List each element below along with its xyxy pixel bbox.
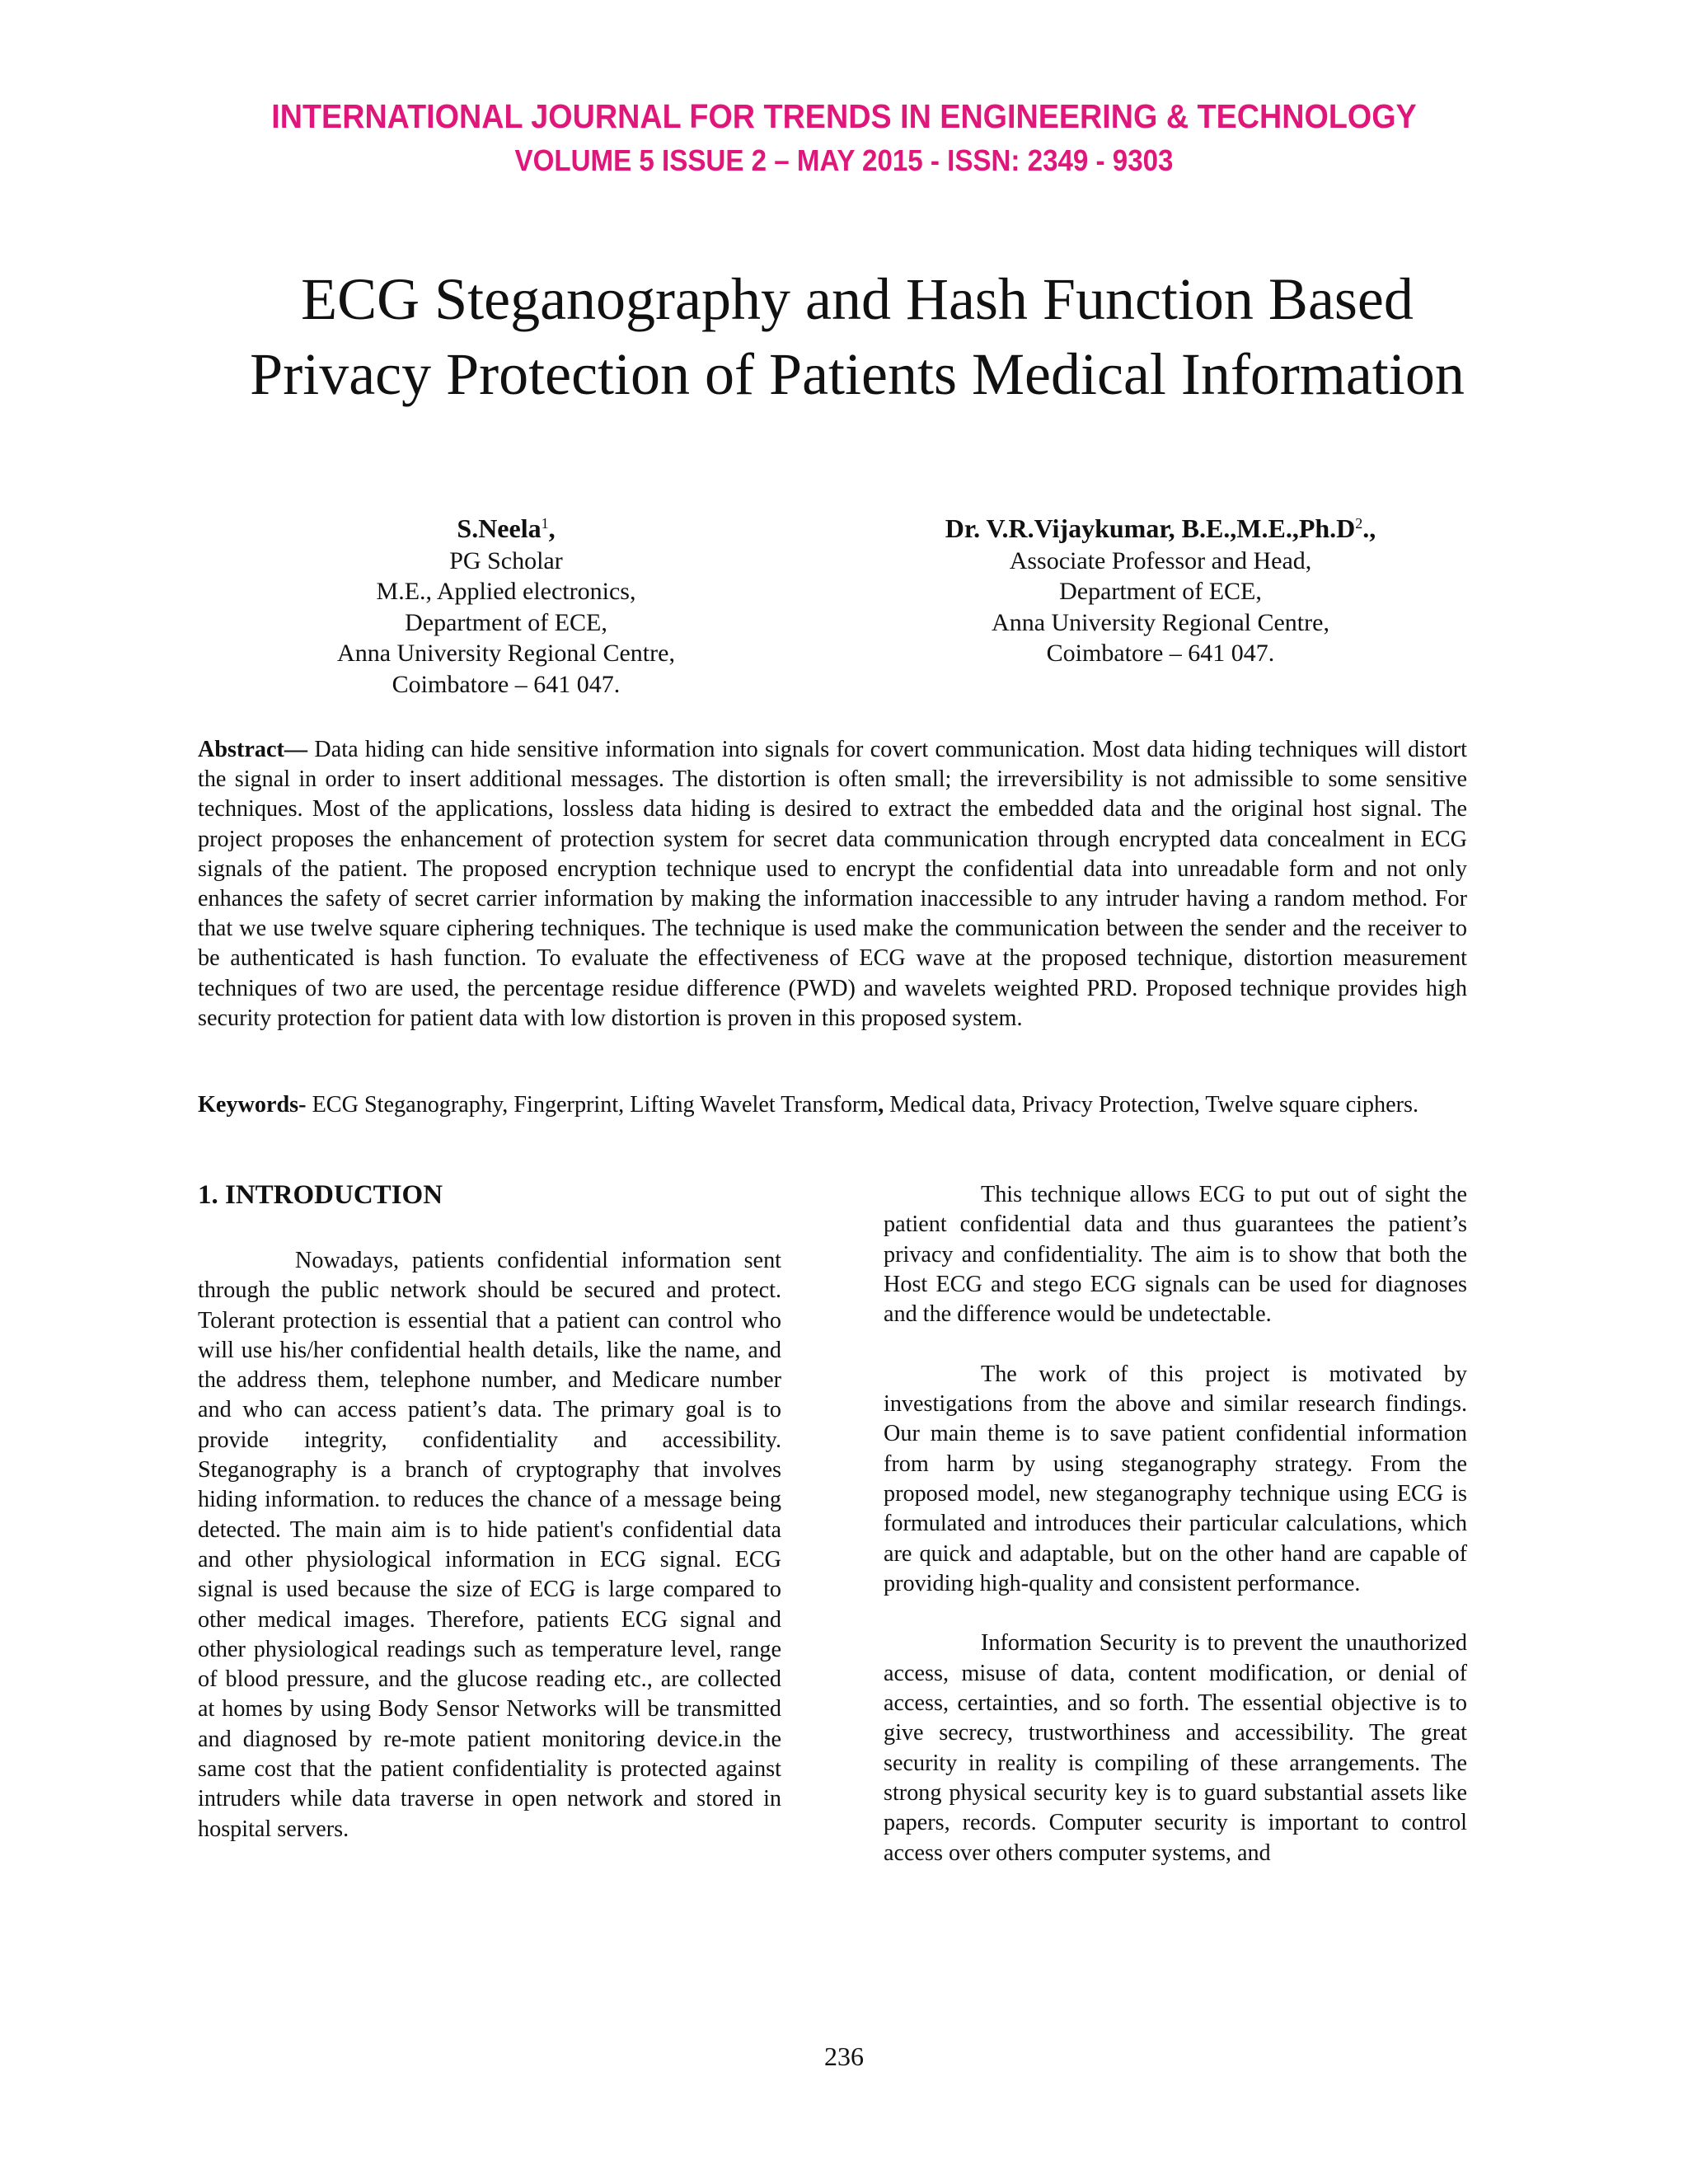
paragraph: The work of this project is motivated by investigations from the above and similar research findings. Our main theme is to save patient confidential information from harm by using steganography strategy. From the proposed model, new steganography technique using ECG is formulated and introduces their particular calculations, which are quick and adaptable, but on the other hand are capable of providing high-quality and consistent performance. (884, 1361, 1467, 1596)
abstract-text: Data hiding can hide sensitive information into signals for covert communication. Most data hiding techniques will distort the signal in order to insert additional messages. The distortion is often small; the irreversibility is not admissible to some sensitive techniques. Most of the applications, lossless data hiding is desired to extract the embedded data and the original host signal. The project proposes the enhancement of protection system for secret data communication through encrypted data concealment in ECG signals of the patient. The proposed encryption technique used to encrypt the confidential data into unreadable form and not only enhances the safety of secret carrier information by making the information inaccessible to any intruder having a random method. For that we use twelve square ciphering techniques. The technique is used make the communication between the sender and the receiver to be authenticated is hash function. To evaluate the effectiveness of ECG wave at the proposed technique, distortion measurement techniques of two are used, the percentage residue difference (PWD) and wavelets weighted PRD. Proposed technique provides high security protection for patient data with low distortion is proven in this proposed system. (198, 737, 1468, 1031)
author-1-line: PG Scholar (449, 546, 563, 574)
abstract (198, 735, 1467, 1033)
author-1-line: Anna University Regional Centre, (337, 640, 675, 667)
paragraph: Nowadays, patients confidential information sent through the public network should be secured and protect. Tolerant protection is essential that a patient can control who will use his/her confidential health details, like the name, and the address them, telephone number, and Medicare number and who can access patient’s data. The primary goal is to provide integrity, confidentiality and accessibility. Steganography is a branch of cryptography that involves hiding information. to reduces the chance of a message being detected. The main aim is to hide patient's confidential data and other physiological information in ECG signal. ECG signal is used because the size of ECG is large compared to other medical images. Therefore, patients ECG signal and other physiological readings such as temperature level, range of blood pressure, and the glucose reading etc., are collected at homes by using Body Sensor Networks will be transmitted and diagnosed by re-mote patient monitoring device.in the same cost that the patient confidentiality is protected against intruders while data traverse in open network and stored in hospital servers. (198, 1248, 781, 1842)
author-2-line: Associate Professor and Head, (1009, 546, 1312, 574)
keywords-text-b: Medical data, Privacy Protection, Twelve square ciphers. (889, 1092, 1419, 1118)
author-2-line: Coimbatore – 641 047. (1046, 640, 1275, 667)
author-1-suffix: , (548, 513, 556, 543)
journal-issue: VOLUME 5 ISSUE 2 – MAY 2015 - ISSN: 2349 - 9303 (514, 143, 1174, 177)
author-1-name: S.Neela (457, 513, 542, 543)
page-number: 236 (824, 2041, 864, 2071)
paragraph: Information Security is to prevent the unauthorized access, misuse of data, content modification, or denial of access, certainties, and so forth. The essential objective is to give secrecy, trustworthiness and accessibility. The great security in reality is compiling of these arrangements. The strong physical security key is to guard substantial assets like papers, records. Computer security is important to control access over others computer systems, and (884, 1630, 1467, 1866)
right-column (884, 1180, 1467, 1868)
author-2-name: Dr. V.R.Vijaykumar, B.E.,M.E.,Ph.D (945, 513, 1356, 543)
author-2 (897, 513, 1424, 669)
author-2-line: Department of ECE, (1059, 578, 1262, 605)
journal-name: INTERNATIONAL JOURNAL FOR TRENDS IN ENGINEERING & TECHNOLOGY (271, 97, 1417, 135)
author-2-suffix: ., (1362, 513, 1376, 543)
keywords (198, 1090, 1467, 1120)
author-1-line: Department of ECE, (405, 608, 607, 636)
author-2-affil-mark: 2 (1355, 515, 1363, 532)
author-2-line: Anna University Regional Centre, (992, 608, 1329, 636)
abstract-label: Abstract— (198, 737, 308, 762)
author-1-affil-mark: 1 (541, 515, 549, 532)
keywords-text-a: ECG Steganography, Fingerprint, Lifting Wavelet Transform (312, 1092, 879, 1118)
author-1-line: M.E., Applied electronics, (376, 578, 636, 605)
author-1 (242, 513, 770, 700)
author-1-line: Coimbatore – 641 047. (392, 670, 621, 698)
paragraph: This technique allows ECG to put out of sight the patient confidential data and thus guarantees the patient’s privacy and confidentiality. The aim is to show that both the Host ECG and stego ECG signals can be used for diagnoses and the difference would be undetectable. (884, 1182, 1467, 1328)
left-column (198, 1246, 781, 1844)
paper-title: ECG Steganography and Hash Function Based Privacy Protection of Patients Medical Information (250, 266, 1465, 407)
keywords-label: Keywords- (198, 1092, 307, 1118)
section-heading-introduction: 1. INTRODUCTION (198, 1180, 443, 1210)
keywords-comma: , (878, 1092, 884, 1118)
